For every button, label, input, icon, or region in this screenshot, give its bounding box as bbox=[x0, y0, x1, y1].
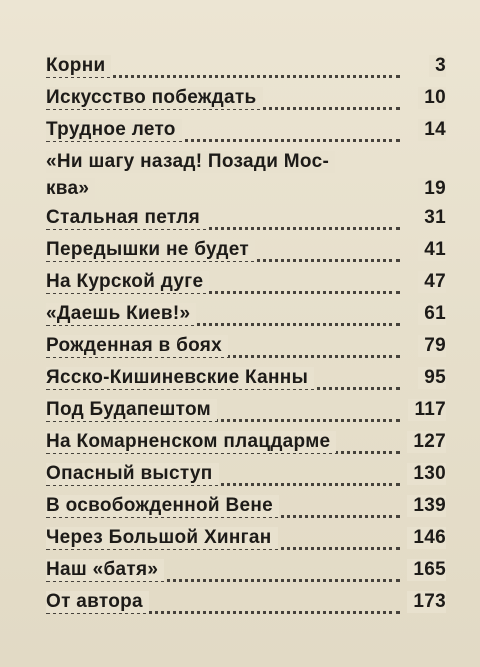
toc-entry bbox=[46, 237, 446, 269]
toc-entry-page: 165 bbox=[407, 559, 446, 581]
toc-entry-title: От автора bbox=[46, 591, 149, 613]
toc-entry bbox=[46, 397, 446, 429]
toc-entry bbox=[46, 269, 446, 301]
toc-entry-page: 3 bbox=[429, 55, 446, 77]
toc-entry-title: Ясско-Кишиневские Канны bbox=[46, 367, 314, 389]
toc-entry bbox=[46, 301, 446, 333]
toc-entry-title: Рожденная в боях bbox=[46, 335, 228, 357]
toc-entry-title: Опасный выступ bbox=[46, 463, 219, 485]
toc-entry bbox=[46, 461, 446, 493]
toc-entry-title: Наш «батя» bbox=[46, 559, 164, 581]
toc-entry-page: 79 bbox=[418, 335, 446, 357]
toc-entry-page: 139 bbox=[407, 495, 446, 517]
toc-entry-page: 146 bbox=[407, 527, 446, 549]
toc-entry-title: Через Большой Хинган bbox=[46, 527, 278, 549]
toc-entry-title: На Курской дуге bbox=[46, 271, 209, 293]
toc-entry-page: 130 bbox=[407, 463, 446, 485]
toc-entry bbox=[46, 589, 446, 621]
toc-entry bbox=[46, 525, 446, 557]
toc-entry-page: 117 bbox=[408, 399, 446, 421]
toc-entry-page: 41 bbox=[418, 239, 446, 261]
toc-entry-page: 19 bbox=[418, 178, 446, 200]
toc-entry-title: В освобожденной Вене bbox=[46, 495, 279, 517]
toc-entry-page: 31 bbox=[418, 207, 446, 229]
toc-entry-title-continuation: ква» bbox=[46, 178, 95, 200]
toc-entry-title: «Ни шагу назад! Позади Мос- bbox=[46, 151, 335, 173]
toc-entry-title: Трудное лето bbox=[46, 119, 182, 141]
toc-entry-title: На Комарненском плацдарме bbox=[46, 431, 336, 453]
toc-entry bbox=[46, 53, 446, 85]
toc-entry bbox=[46, 85, 446, 117]
toc-entry-title: Под Будапештом bbox=[46, 399, 217, 421]
toc-entry bbox=[46, 493, 446, 525]
toc-entry-title: «Даешь Киев!» bbox=[46, 303, 196, 325]
toc-entry bbox=[46, 149, 446, 205]
toc-entry bbox=[46, 557, 446, 589]
toc-entry-title: Стальная петля bbox=[46, 207, 206, 229]
toc-entry-title: Корни bbox=[46, 55, 111, 77]
table-of-contents bbox=[46, 53, 446, 621]
toc-entry bbox=[46, 429, 446, 461]
toc-entry-page: 47 bbox=[418, 271, 446, 293]
toc-entry-page: 61 bbox=[418, 303, 446, 325]
toc-entry-page: 95 bbox=[418, 367, 446, 389]
toc-entry-page: 10 bbox=[418, 87, 446, 109]
toc-entry bbox=[46, 117, 446, 149]
toc-entry-title: Искусство побеждать bbox=[46, 87, 263, 109]
toc-entry bbox=[46, 365, 446, 397]
toc-entry bbox=[46, 205, 446, 237]
toc-entry-title: Передышки не будет bbox=[46, 239, 255, 261]
toc-entry-page: 127 bbox=[407, 431, 446, 453]
toc-entry-page: 173 bbox=[407, 591, 446, 613]
toc-entry bbox=[46, 333, 446, 365]
toc-entry-page: 14 bbox=[418, 119, 446, 141]
